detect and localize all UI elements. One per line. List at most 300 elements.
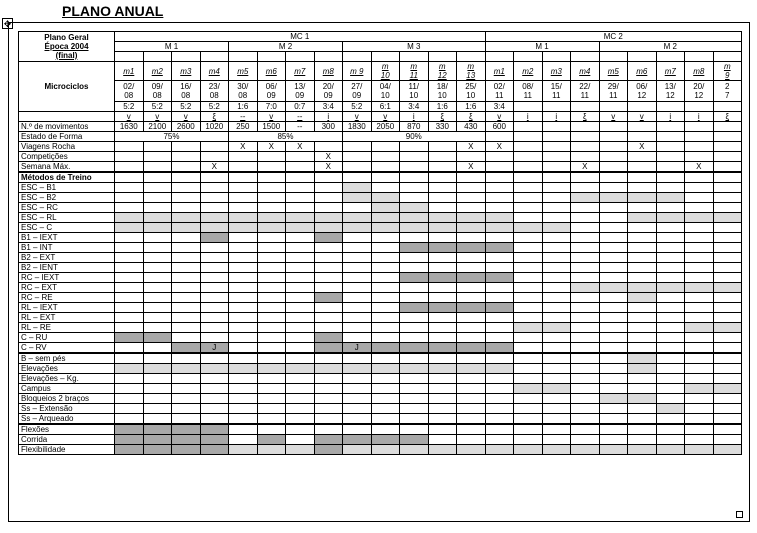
semana-cell bbox=[343, 162, 372, 173]
exercise-cell bbox=[514, 404, 543, 414]
conditioning-cell bbox=[200, 435, 229, 445]
method-cell bbox=[685, 203, 714, 213]
microcycle-cell bbox=[115, 62, 144, 81]
exercise-cell bbox=[172, 394, 201, 404]
semana-cell bbox=[514, 162, 543, 173]
method-cell bbox=[257, 203, 286, 213]
conditioning-cell bbox=[485, 435, 514, 445]
method-cell bbox=[257, 293, 286, 303]
method-cell bbox=[542, 333, 571, 343]
date-month: 11 bbox=[552, 91, 561, 100]
semana-cell bbox=[713, 162, 742, 173]
method-cell bbox=[514, 243, 543, 253]
date-month: 7 bbox=[725, 91, 730, 100]
method-cell bbox=[542, 263, 571, 273]
spacer-cell bbox=[286, 52, 315, 62]
table-resize-handle[interactable] bbox=[736, 511, 743, 518]
estado-empty-cell bbox=[656, 132, 685, 142]
exercise-cell bbox=[457, 394, 486, 404]
method-cell bbox=[400, 243, 429, 253]
method-cell bbox=[428, 203, 457, 213]
methods-title-cell bbox=[257, 172, 286, 183]
exercise-cell bbox=[314, 353, 343, 364]
type-row bbox=[19, 112, 742, 122]
movements-cell bbox=[599, 122, 628, 132]
method-cell bbox=[371, 293, 400, 303]
microcycle-name: m5 bbox=[607, 66, 619, 76]
method-cell bbox=[115, 323, 144, 333]
method-cell bbox=[514, 293, 543, 303]
microcycle-cell bbox=[485, 62, 514, 81]
method-cell bbox=[457, 283, 486, 293]
method-cell bbox=[428, 343, 457, 354]
method-cell bbox=[571, 233, 600, 243]
ratio-cell: 5:2 bbox=[115, 102, 144, 112]
method-cell bbox=[685, 193, 714, 203]
exercise-cell bbox=[485, 384, 514, 394]
exercise-cell bbox=[685, 414, 714, 425]
competicoes-cell bbox=[542, 152, 571, 162]
method-label: B1 – IEXT bbox=[19, 233, 115, 243]
type-cell: ξ bbox=[428, 112, 457, 122]
conditioning-cell bbox=[628, 435, 657, 445]
method-cell bbox=[343, 323, 372, 333]
exercise-cell bbox=[400, 414, 429, 425]
competicoes-cell: X bbox=[314, 152, 343, 162]
method-label: RC – EXT bbox=[19, 283, 115, 293]
type-cell: -- bbox=[286, 112, 315, 122]
exercise-cell bbox=[428, 394, 457, 404]
method-cell bbox=[656, 183, 685, 193]
conditioning-cell bbox=[172, 445, 201, 455]
exercise-cell bbox=[400, 384, 429, 394]
method-cell bbox=[143, 273, 172, 283]
method-cell bbox=[343, 273, 372, 283]
viagens-cell bbox=[200, 142, 229, 152]
methods-title-cell bbox=[115, 172, 144, 183]
exercise-cell bbox=[628, 404, 657, 414]
method-cell bbox=[371, 233, 400, 243]
method-cell bbox=[656, 343, 685, 354]
estado-cell: 75% bbox=[115, 132, 229, 142]
date-month: 08 bbox=[124, 91, 134, 100]
mesocycle-cell: M 3 bbox=[343, 42, 486, 52]
method-cell bbox=[713, 263, 742, 273]
date-cell bbox=[115, 81, 144, 102]
method-cell bbox=[514, 323, 543, 333]
microcycle-name: m1 bbox=[123, 66, 135, 76]
conditioning-cell bbox=[457, 445, 486, 455]
semana-label: Semana Máx. bbox=[19, 162, 115, 173]
method-cell bbox=[229, 243, 258, 253]
method-cell bbox=[571, 223, 600, 233]
viagens-cell: X bbox=[286, 142, 315, 152]
method-cell bbox=[571, 203, 600, 213]
exercise-cell bbox=[542, 394, 571, 404]
conditioning-cell bbox=[172, 435, 201, 445]
competicoes-cell bbox=[200, 152, 229, 162]
exercise-cell bbox=[428, 404, 457, 414]
exercise-cell bbox=[371, 414, 400, 425]
method-cell bbox=[115, 283, 144, 293]
conditioning-cell bbox=[571, 435, 600, 445]
exercise-cell bbox=[143, 394, 172, 404]
microcycle-name: m bbox=[723, 62, 731, 71]
competicoes-cell bbox=[713, 152, 742, 162]
method-cell bbox=[200, 193, 229, 203]
estado-label: Estado de Forma bbox=[19, 132, 115, 142]
method-cell bbox=[685, 313, 714, 323]
microcycle-cell bbox=[571, 62, 600, 81]
method-cell bbox=[628, 303, 657, 313]
spacer-cell bbox=[599, 52, 628, 62]
competicoes-cell bbox=[514, 152, 543, 162]
date-day: 2 bbox=[725, 82, 730, 91]
exercise-cell bbox=[257, 364, 286, 374]
method-cell bbox=[542, 233, 571, 243]
exercise-cell bbox=[599, 364, 628, 374]
microcycle-name: m4 bbox=[579, 66, 591, 76]
microcycle-cell bbox=[685, 62, 714, 81]
method-cell bbox=[685, 293, 714, 303]
ratio-cell: 0:7 bbox=[286, 102, 315, 112]
method-cell bbox=[428, 243, 457, 253]
methods-title-cell bbox=[628, 172, 657, 183]
method-cell bbox=[514, 283, 543, 293]
movements-cell bbox=[571, 122, 600, 132]
exercise-cell bbox=[542, 384, 571, 394]
method-cell bbox=[115, 203, 144, 213]
competicoes-cell bbox=[485, 152, 514, 162]
method-cell bbox=[172, 273, 201, 283]
date-cell bbox=[685, 81, 714, 102]
date-month: 12 bbox=[637, 91, 647, 100]
viagens-cell bbox=[656, 142, 685, 152]
method-cell bbox=[457, 303, 486, 313]
exercise-cell bbox=[371, 374, 400, 384]
competicoes-cell bbox=[257, 152, 286, 162]
method-cell bbox=[200, 263, 229, 273]
date-cell bbox=[571, 81, 600, 102]
exercise-cell bbox=[143, 414, 172, 425]
method-cell bbox=[286, 193, 315, 203]
spacer-cell bbox=[371, 52, 400, 62]
conditioning-cell bbox=[656, 424, 685, 435]
movements-cell bbox=[685, 122, 714, 132]
method-cell bbox=[257, 323, 286, 333]
method-cell bbox=[143, 253, 172, 263]
movements-cell bbox=[514, 122, 543, 132]
date-month: 09 bbox=[352, 91, 362, 100]
conditioning-cell bbox=[457, 435, 486, 445]
date-day: 25/ bbox=[465, 82, 477, 91]
semana-cell bbox=[371, 162, 400, 173]
method-cell bbox=[115, 183, 144, 193]
type-cell: v bbox=[257, 112, 286, 122]
estado-empty-cell bbox=[571, 132, 600, 142]
method-cell bbox=[485, 263, 514, 273]
method-cell bbox=[599, 253, 628, 263]
movements-label: N.º de movimentos bbox=[19, 122, 115, 132]
methods-title-cell bbox=[656, 172, 685, 183]
conditioning-cell bbox=[115, 435, 144, 445]
spacer-cell bbox=[200, 52, 229, 62]
method-cell bbox=[229, 233, 258, 243]
type-cell: i bbox=[314, 112, 343, 122]
date-cell bbox=[485, 81, 514, 102]
method-cell bbox=[485, 333, 514, 343]
estado-empty-cell bbox=[628, 132, 657, 142]
method-cell bbox=[571, 263, 600, 273]
method-cell bbox=[286, 263, 315, 273]
conditioning-cell bbox=[485, 445, 514, 455]
estado-cell: 90% bbox=[343, 132, 486, 142]
viagens-cell: X bbox=[457, 142, 486, 152]
exercise-cell bbox=[713, 364, 742, 374]
method-cell bbox=[428, 193, 457, 203]
method-cell bbox=[286, 183, 315, 193]
movements-cell bbox=[628, 122, 657, 132]
method-cell bbox=[685, 343, 714, 354]
method-cell bbox=[542, 313, 571, 323]
conditioning-cell bbox=[542, 445, 571, 455]
method-cell bbox=[685, 323, 714, 333]
method-cell bbox=[371, 223, 400, 233]
exercise-cell bbox=[200, 364, 229, 374]
method-cell bbox=[286, 243, 315, 253]
microcycle-cell bbox=[713, 62, 742, 81]
competicoes-cell bbox=[115, 152, 144, 162]
methods-title-cell bbox=[400, 172, 429, 183]
date-day: 09/ bbox=[151, 82, 163, 91]
exercise-cell bbox=[172, 374, 201, 384]
method-cell bbox=[713, 243, 742, 253]
conditioning-cell bbox=[343, 445, 372, 455]
semana-cell: X bbox=[200, 162, 229, 173]
date-cell bbox=[172, 81, 201, 102]
microcycle-name: m bbox=[438, 62, 446, 71]
method-row bbox=[19, 183, 742, 193]
exercise-cell bbox=[656, 364, 685, 374]
spacer-cell bbox=[172, 52, 201, 62]
ratio-cell bbox=[713, 102, 742, 112]
semana-cell bbox=[286, 162, 315, 173]
exercise-cell bbox=[314, 374, 343, 384]
method-cell bbox=[485, 293, 514, 303]
date-month: 10 bbox=[409, 91, 419, 100]
method-label: RL – IEXT bbox=[19, 303, 115, 313]
exercise-cell bbox=[343, 384, 372, 394]
method-cell bbox=[200, 293, 229, 303]
method-cell bbox=[628, 333, 657, 343]
method-cell bbox=[628, 223, 657, 233]
date-month: 10 bbox=[380, 91, 390, 100]
type-cell: i bbox=[400, 112, 429, 122]
exercise-cell bbox=[172, 384, 201, 394]
exercise-cell bbox=[599, 384, 628, 394]
conditioning-cell bbox=[200, 424, 229, 435]
method-cell bbox=[457, 233, 486, 243]
conditioning-cell bbox=[713, 445, 742, 455]
estado-empty-cell bbox=[599, 132, 628, 142]
type-cell: i bbox=[656, 112, 685, 122]
competicoes-cell bbox=[286, 152, 315, 162]
method-cell bbox=[371, 203, 400, 213]
method-cell bbox=[229, 293, 258, 303]
conditioning-cell bbox=[143, 445, 172, 455]
semana-cell: X bbox=[457, 162, 486, 173]
microcycle-name: m6 bbox=[265, 66, 277, 76]
microciclos-label: Microciclos bbox=[19, 62, 115, 112]
method-row bbox=[19, 313, 742, 323]
semana-cell bbox=[257, 162, 286, 173]
method-cell bbox=[628, 243, 657, 253]
semana-cell bbox=[628, 162, 657, 173]
method-cell bbox=[656, 333, 685, 343]
exercise-cell bbox=[200, 394, 229, 404]
date-day: 27/ bbox=[351, 82, 363, 91]
plan-header bbox=[19, 32, 115, 62]
viagens-cell bbox=[713, 142, 742, 152]
type-cell: v bbox=[485, 112, 514, 122]
method-cell bbox=[257, 283, 286, 293]
method-cell bbox=[457, 183, 486, 193]
conditioning-row bbox=[19, 445, 742, 455]
methods-title-row bbox=[19, 172, 742, 183]
methods-title-cell bbox=[457, 172, 486, 183]
exercise-cell bbox=[286, 374, 315, 384]
methods-title-cell bbox=[200, 172, 229, 183]
date-month: 11 bbox=[495, 91, 504, 100]
method-cell bbox=[257, 313, 286, 323]
method-cell bbox=[514, 303, 543, 313]
microcycle-number: 12 bbox=[437, 71, 447, 80]
exercise-row bbox=[19, 414, 742, 425]
method-cell bbox=[371, 213, 400, 223]
method-cell bbox=[229, 313, 258, 323]
method-cell bbox=[599, 273, 628, 283]
exercise-row bbox=[19, 353, 742, 364]
conditioning-cell bbox=[685, 424, 714, 435]
methods-title-cell bbox=[599, 172, 628, 183]
date-month: 08 bbox=[238, 91, 248, 100]
type-cell: ξ bbox=[571, 112, 600, 122]
method-cell bbox=[457, 243, 486, 253]
method-cell bbox=[200, 243, 229, 253]
method-cell bbox=[685, 333, 714, 343]
method-cell bbox=[542, 193, 571, 203]
ratio-cell: 5:2 bbox=[143, 102, 172, 112]
microcycle-number: 11 bbox=[409, 71, 418, 80]
date-day: 13/ bbox=[294, 82, 306, 91]
microcycle-cell bbox=[599, 62, 628, 81]
method-cell bbox=[172, 253, 201, 263]
method-cell bbox=[257, 253, 286, 263]
conditioning-cell bbox=[656, 445, 685, 455]
spacer-cell bbox=[428, 52, 457, 62]
exercise-cell bbox=[371, 394, 400, 404]
exercise-cell bbox=[400, 394, 429, 404]
method-cell bbox=[229, 263, 258, 273]
exercise-cell bbox=[485, 414, 514, 425]
movements-cell: 1830 bbox=[343, 122, 372, 132]
method-cell bbox=[172, 223, 201, 233]
date-cell bbox=[400, 81, 429, 102]
method-cell bbox=[200, 323, 229, 333]
method-cell bbox=[656, 313, 685, 323]
method-cell bbox=[115, 293, 144, 303]
conditioning-cell bbox=[599, 435, 628, 445]
exercise-cell bbox=[172, 364, 201, 374]
exercise-cell bbox=[485, 374, 514, 384]
conditioning-cell bbox=[400, 424, 429, 435]
table-move-handle-icon[interactable]: ✥ bbox=[3, 19, 12, 29]
microcycle-number: 10 bbox=[380, 71, 390, 80]
spacer-cell bbox=[685, 52, 714, 62]
method-cell bbox=[599, 193, 628, 203]
method-cell bbox=[172, 313, 201, 323]
method-cell bbox=[371, 283, 400, 293]
method-cell bbox=[656, 223, 685, 233]
method-row bbox=[19, 223, 742, 233]
exercise-cell bbox=[542, 353, 571, 364]
spacer-cell bbox=[343, 52, 372, 62]
method-cell bbox=[143, 333, 172, 343]
method-cell bbox=[371, 333, 400, 343]
method-cell bbox=[172, 263, 201, 273]
method-cell bbox=[172, 243, 201, 253]
method-label: ESC – RL bbox=[19, 213, 115, 223]
method-row bbox=[19, 323, 742, 333]
method-label: ESC – C bbox=[19, 223, 115, 233]
method-cell bbox=[656, 253, 685, 263]
method-cell bbox=[656, 323, 685, 333]
competicoes-cell bbox=[656, 152, 685, 162]
method-cell bbox=[286, 303, 315, 313]
competicoes-cell bbox=[143, 152, 172, 162]
method-cell bbox=[257, 183, 286, 193]
method-cell bbox=[656, 273, 685, 283]
annual-plan-table bbox=[18, 31, 742, 455]
method-cell bbox=[314, 233, 343, 243]
viagens-cell: X bbox=[257, 142, 286, 152]
method-cell bbox=[314, 203, 343, 213]
methods-title-cell bbox=[428, 172, 457, 183]
exercise-cell bbox=[400, 364, 429, 374]
method-cell bbox=[628, 253, 657, 263]
microcycle-name: m1 bbox=[493, 66, 505, 76]
exercise-cell bbox=[628, 394, 657, 404]
method-cell bbox=[428, 313, 457, 323]
method-cell bbox=[656, 293, 685, 303]
method-cell bbox=[485, 323, 514, 333]
spacer-cell bbox=[314, 52, 343, 62]
conditioning-cell bbox=[514, 445, 543, 455]
method-cell bbox=[457, 203, 486, 213]
type-cell: ξ bbox=[713, 112, 742, 122]
method-cell bbox=[713, 283, 742, 293]
movements-cell: 330 bbox=[428, 122, 457, 132]
conditioning-cell bbox=[371, 445, 400, 455]
exercise-cell bbox=[143, 404, 172, 414]
method-cell bbox=[514, 233, 543, 243]
semana-row bbox=[19, 162, 742, 173]
date-month: 09 bbox=[323, 91, 333, 100]
type-cell: -- bbox=[229, 112, 258, 122]
exercise-cell bbox=[685, 384, 714, 394]
spacer-cell bbox=[542, 52, 571, 62]
date-cell bbox=[257, 81, 286, 102]
